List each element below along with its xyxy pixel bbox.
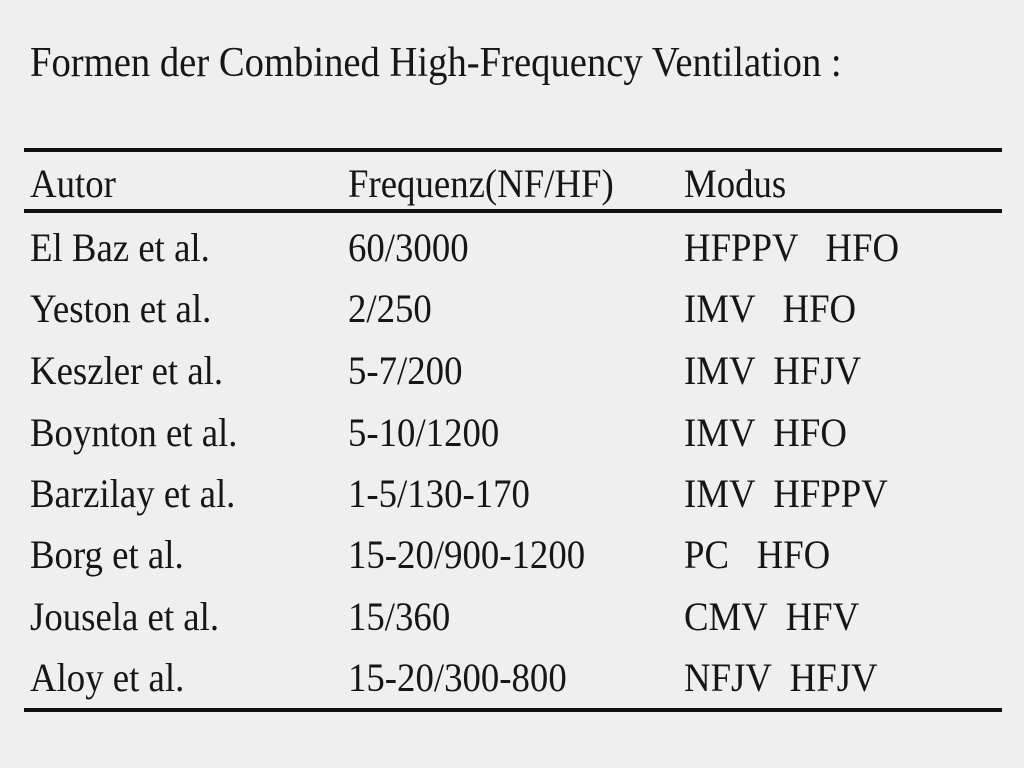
table-row — [30, 405, 1000, 461]
cell-modus: IMV HFO — [684, 286, 857, 331]
cell-autor: Borg et al. — [30, 532, 184, 577]
table-row — [30, 220, 1000, 276]
table-row — [30, 650, 1000, 706]
cell-modus: NFJV HFJV — [684, 655, 878, 700]
cell-autor: Yeston et al. — [30, 286, 212, 331]
cell-modus: CMV HFV — [684, 594, 860, 639]
cell-autor: Barzilay et al. — [30, 471, 236, 516]
table-top-rule — [24, 148, 1002, 152]
cell-autor: El Baz et al. — [30, 225, 210, 270]
table-bottom-rule — [24, 708, 1002, 712]
cell-frequenz: 2/250 — [348, 286, 432, 331]
cell-frequenz: 5-7/200 — [348, 348, 463, 393]
header-frequenz: Frequenz(NF/HF) — [348, 161, 614, 206]
table-row — [30, 343, 1000, 399]
table-row — [30, 589, 1000, 645]
header-autor: Autor — [30, 161, 116, 206]
table-header-row — [30, 156, 1000, 212]
table-row — [30, 527, 1000, 583]
cell-frequenz: 15/360 — [348, 594, 451, 639]
cell-frequenz: 1-5/130-170 — [348, 471, 530, 516]
cell-autor: Aloy et al. — [30, 655, 185, 700]
cell-autor: Keszler et al. — [30, 348, 224, 393]
table-row — [30, 466, 1000, 522]
cell-autor: Jousela et al. — [30, 594, 220, 639]
cell-frequenz: 15-20/300-800 — [348, 655, 567, 700]
slide-title: Formen der Combined High-Frequency Ventilation : — [30, 40, 842, 86]
cell-modus: IMV HFPPV — [684, 471, 888, 516]
header-modus: Modus — [684, 161, 787, 206]
cell-autor: Boynton et al. — [30, 410, 238, 455]
cell-frequenz: 15-20/900-1200 — [348, 532, 586, 577]
cell-modus: IMV HFJV — [684, 348, 862, 393]
table-row — [30, 281, 1000, 337]
cell-modus: IMV HFO — [684, 410, 847, 455]
cell-modus: PC HFO — [684, 532, 831, 577]
table-header-rule — [24, 209, 1002, 213]
cell-frequenz: 5-10/1200 — [348, 410, 500, 455]
cell-frequenz: 60/3000 — [348, 225, 469, 270]
cell-modus: HFPPV HFO — [684, 225, 900, 270]
